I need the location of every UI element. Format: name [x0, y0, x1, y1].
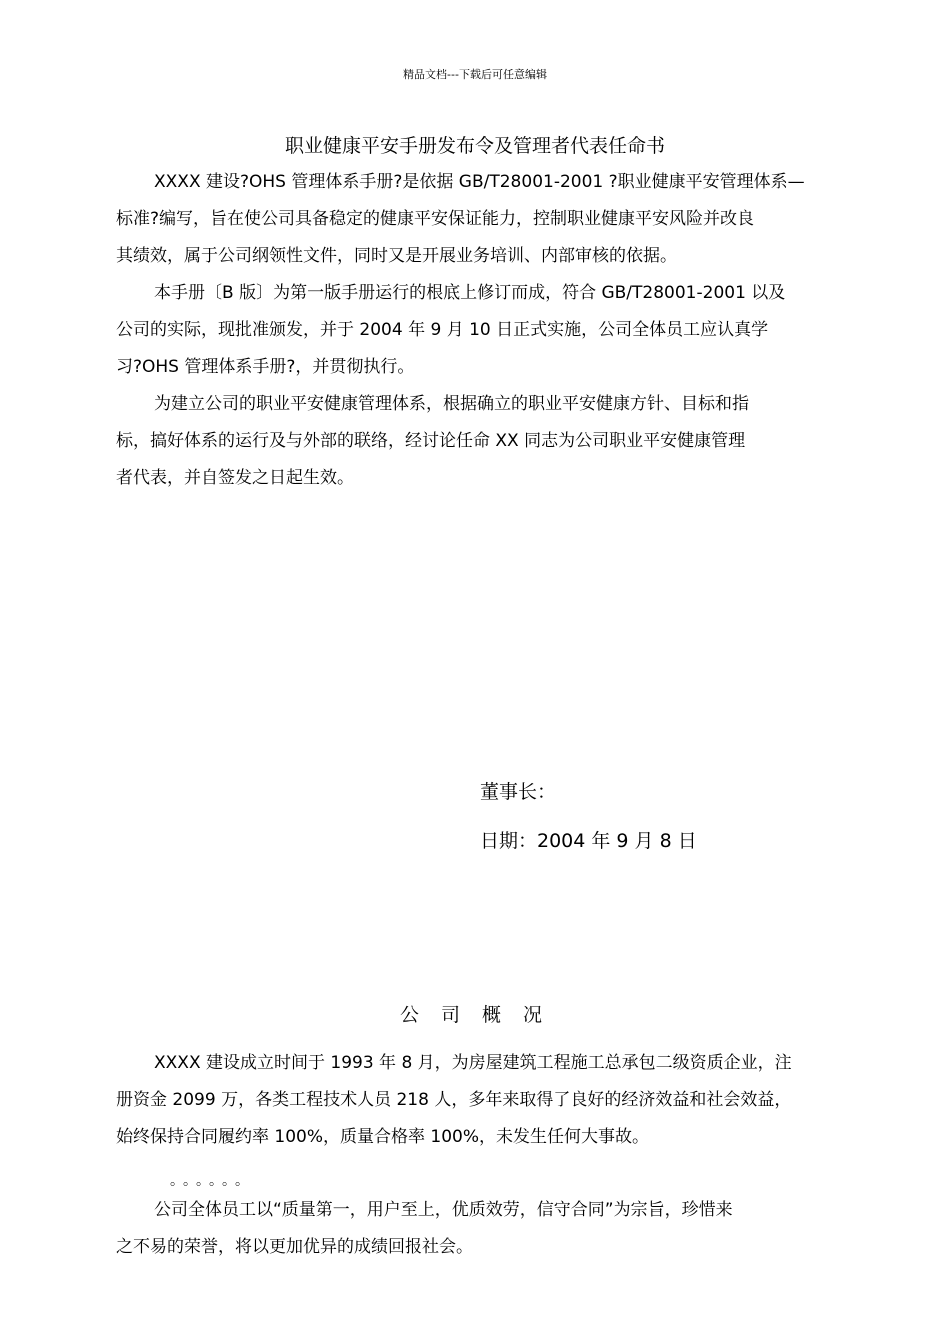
paragraph-line: 之不易的荣誉，将以更加优异的成绩回报社会。 — [116, 1237, 473, 1257]
ellipsis-dots: 。。。。。。 — [170, 1173, 255, 1189]
paragraph-line: 公司全体员工以“质量第一，用户至上，优质效劳，信守合同”为宗旨，珍惜来 — [154, 1200, 733, 1220]
document-title: 职业健康平安手册发布令及管理者代表任命书 — [284, 135, 665, 157]
paragraph-line: 标准?编写，旨在使公司具备稳定的健康平安保证能力，控制职业健康平安风险并改良 — [116, 209, 755, 229]
paragraph-line: 公司的实际，现批准颁发，并于 2004 年 9 月 10 日正式实施，公司全体员工应认真学 — [116, 320, 769, 340]
signature-date: 日期：2004 年 9 月 8 日 — [480, 830, 697, 852]
section2-paragraph-1 — [116, 1045, 792, 1156]
paragraph-line: XXXX 建设?OHS 管理体系手册?是依据 GB/T28001-2001 ?职业健康平安管理体系— — [154, 172, 805, 192]
paragraph-3 — [116, 386, 749, 497]
paragraph-2 — [116, 275, 785, 386]
paragraph-line: 始终保持合同履约率 100%，质量合格率 100%，未发生任何大事故。 — [116, 1127, 650, 1147]
paragraph-line: 者代表，并自签发之日起生效。 — [116, 468, 354, 488]
paragraph-line: 册资金 2099 万，各类工程技术人员 218 人，多年来取得了良好的经济效益和社会效益， — [116, 1090, 792, 1110]
paragraph-line: 本手册〔B 版〕为第一版手册运行的根底上修订而成，符合 GB/T28001-2001 以及 — [154, 283, 786, 303]
header-note: 精品文档---下载后可任意编辑 — [403, 68, 547, 81]
paragraph-line: 其绩效，属于公司纲领性文件，同时又是开展业务培训、内部审核的依据。 — [116, 246, 677, 266]
paragraph-1 — [116, 164, 805, 275]
paragraph-line: 标，搞好体系的运行及与外部的联络，经讨论任命 XX 同志为公司职业平安健康管理 — [116, 431, 746, 451]
chairman-label: 董事长： — [480, 781, 557, 803]
paragraph-line: 为建立公司的职业平安健康管理体系，根据确立的职业平安健康方针、目标和指 — [154, 394, 749, 414]
paragraph-line: 习?OHS 管理体系手册?，并贯彻执行。 — [116, 357, 415, 377]
paragraph-line: XXXX 建设成立时间于 1993 年 8 月，为房屋建筑工程施工总承包二级资质企业，注 — [154, 1053, 792, 1073]
section-title: 公 司 概 况 — [399, 1004, 551, 1026]
section2-paragraph-2 — [116, 1192, 733, 1266]
